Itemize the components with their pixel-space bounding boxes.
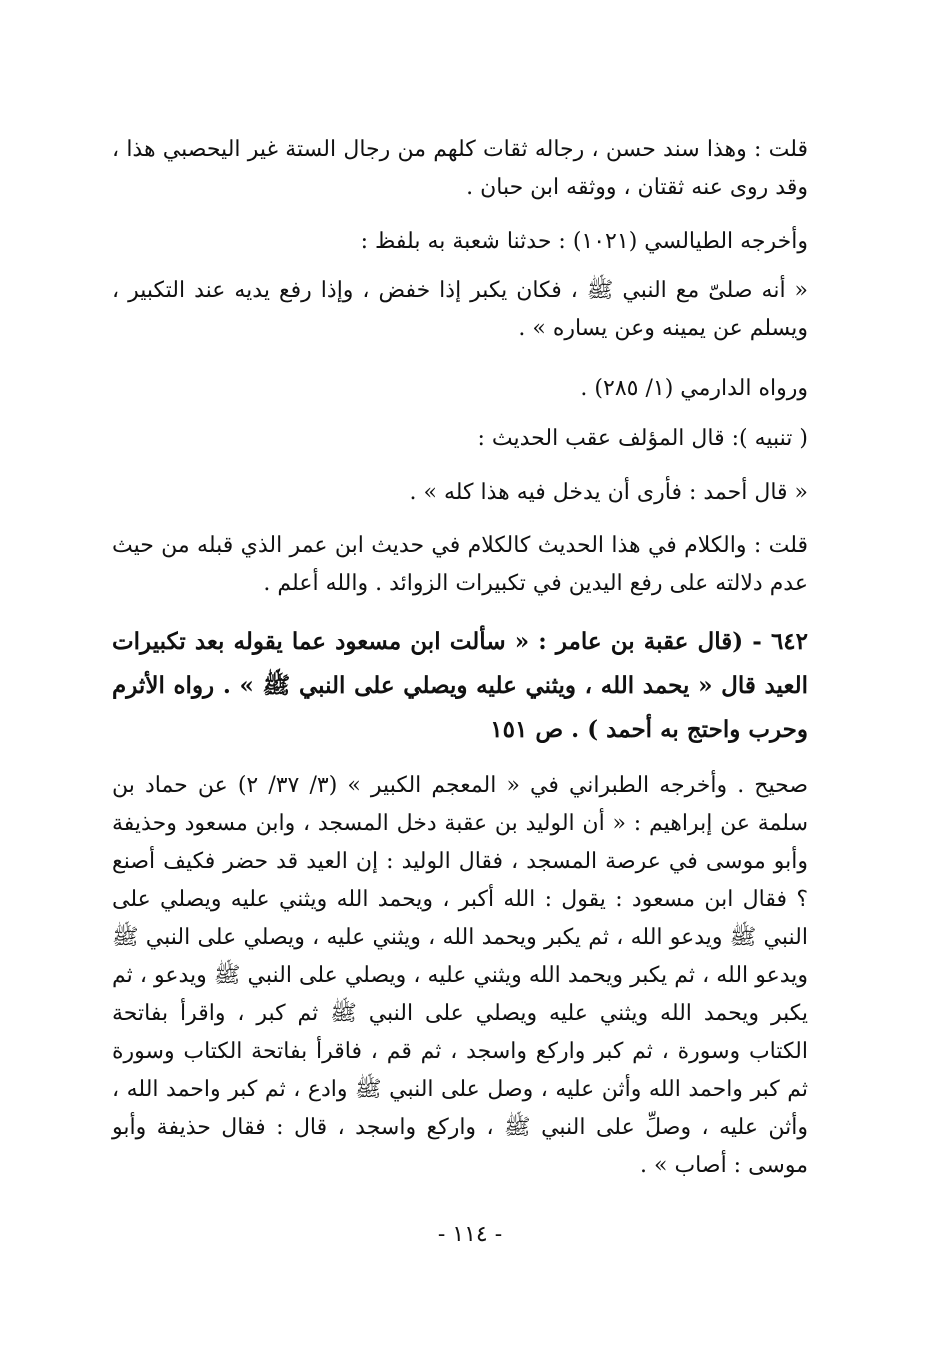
paragraph-note-heading: ( تنبيه ): قال المؤلف عقب الحديث :	[477, 426, 808, 451]
paragraph-sanad-hasan: قلت : وهذا سند حسن ، رجاله ثقات كلهم من رجال الستة غير اليحصبي هذا ، وقد روى عنه ثقتان ، ووثقه ابن حبان .	[112, 137, 808, 200]
paragraph-darimi: ورواه الدارمي (١/ ٢٨٥) .	[580, 376, 808, 401]
paragraph-takhrij: صحيح . وأخرجه الطبراني في « المعجم الكبير » (٣/ ٣٧/ ٢) عن حماد بن سلمة عن إبراهيم : « أن الوليد بن عقبة دخل المسجد ، وابن مسعود وحذيفة وأبو موسى في عرصة المسجد ، فقال الوليد : إن العيد قد حضر فكيف أصنع ؟ فقال ابن مسعود : يقول : الله أكبر ، ويحمد الله ويثني عليه ويصلي على النبي ﷺ ويدعو الله ، ثم يكبر ويحمد الله ، ويثني عليه ، ويصلي على النبي ﷺ ويدعو الله ، ثم يكبر ويحمد الله ويثني عليه ، ويصلي على النبي ﷺ ويدعو ، ثم يكبر ويحمد الله ويثني عليه ويصلي على النبي ﷺ ثم كبر ، واقرأ بفاتحة الكتاب وسورة ، ثم كبر واركع واسجد ، ثم قم ، فاقرأ بفاتحة الكتاب وسورة ثم كبر واحمد الله وأثن عليه ، وصل على النبي ﷺ وادع ، ثم كبر واحمد الله ، وأثن عليه ، وصلِّ على النبي ﷺ ، واركع واسجد ، قال : فقال حذيفة وأبو موسى : أصاب » .	[112, 773, 808, 1178]
page-number: - ١١٤ -	[437, 1222, 503, 1247]
paragraph-comment: قلت : والكلام في هذا الحديث كالكلام في حديث ابن عمر الذي قبله من حيث عدم دلالته على رفع اليدين في تكبيرات الزوائد . والله أعلم .	[112, 533, 808, 596]
paragraph-ahmad-quote: « قال أحمد : فأرى أن يدخل فيه هذا كله » .	[409, 480, 808, 505]
hadith-642-heading: ٦٤٢ - (قال عقبة بن عامر : « سألت ابن مسعود عما يقوله بعد تكبيرات العيد قال « يحمد الله ، ويثني عليه ويصلي على النبي ﷺ » . رواه الأثرم وحرب واحتج به أحمد ) . ص ١٥١	[112, 628, 808, 743]
paragraph-tayalisi: وأخرجه الطيالسي (١٠٢١) : حدثنا شعبة به بلفظ :	[360, 229, 808, 254]
paragraph-quote-takbir: « أنه صلىّ مع النبي ﷺ ، فكان يكبر إذا خفض ، وإذا رفع يديه عند التكبير ، ويسلم عن يمينه وعن يساره » .	[112, 278, 808, 341]
